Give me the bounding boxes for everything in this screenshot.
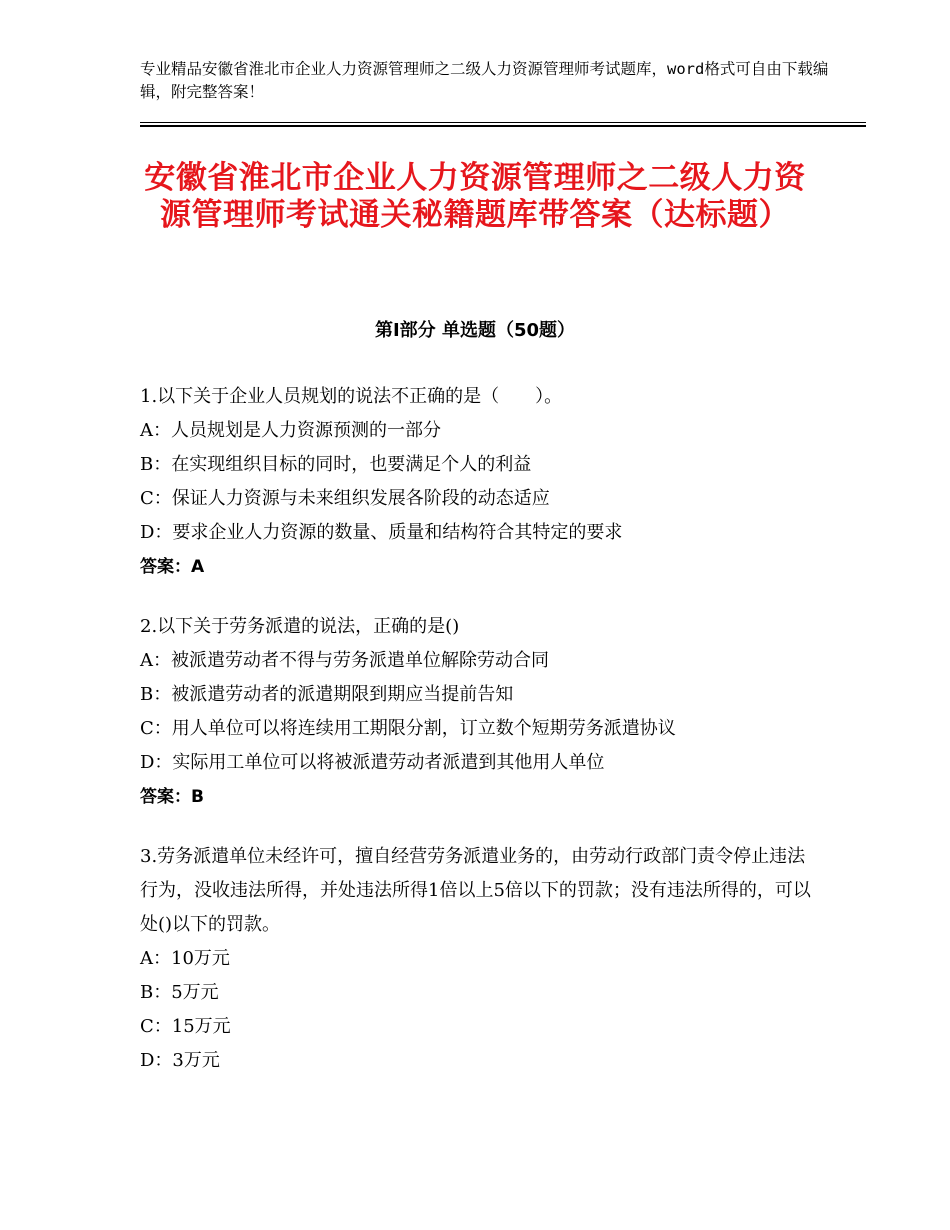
answer: 答案：B: [140, 787, 204, 807]
question-stem: 1.以下关于企业人员规划的说法不正确的是（ ）。: [140, 386, 563, 407]
question-2: [140, 610, 820, 814]
option-d: D：3万元: [140, 1050, 220, 1071]
document-title: 安徽省淮北市企业人力资源管理师之二级人力资源管理师考试通关秘籍题库带答案（达标题）: [144, 160, 806, 233]
option-c: C：保证人力资源与未来组织发展各阶段的动态适应: [140, 488, 550, 509]
option-c: C：用人单位可以将连续用工期限分割，订立数个短期劳务派遣协议: [140, 718, 676, 739]
option-a: A：10万元: [140, 948, 230, 969]
option-b: B：被派遣劳动者的派遣期限到期应当提前告知: [140, 684, 514, 705]
header-divider-top: [140, 122, 866, 123]
question-3: [140, 840, 820, 1078]
question-stem: 2.以下关于劳务派遣的说法，正确的是(): [140, 616, 460, 637]
question-stem: 3.劳务派遣单位未经许可，擅自经营劳务派遣业务的，由劳动行政部门责令停止违法行为，没收违法所得，并处违法所得1倍以上5倍以下的罚款；没有违法所得的，可以处()以下的罚款。: [140, 846, 811, 935]
question-1: [140, 380, 820, 584]
option-d: D：要求企业人力资源的数量、质量和结构符合其特定的要求: [140, 522, 623, 543]
option-a: A：被派遣劳动者不得与劳务派遣单位解除劳动合同: [140, 650, 549, 671]
answer: 答案：A: [140, 557, 205, 577]
section-heading: 第Ⅰ部分 单选题（50题）: [374, 320, 575, 341]
option-a: A：人员规划是人力资源预测的一部分: [140, 420, 441, 441]
question-list: [140, 380, 820, 1104]
header-divider-bottom: [140, 125, 866, 127]
header-note: 专业精品安徽省淮北市企业人力资源管理师之二级人力资源管理师考试题库，word格式可自由下载编辑，附完整答案！: [140, 60, 829, 101]
option-b: B：在实现组织目标的同时，也要满足个人的利益: [140, 454, 532, 475]
option-d: D：实际用工单位可以将被派遣劳动者派遣到其他用人单位: [140, 752, 605, 773]
option-c: C：15万元: [140, 1016, 231, 1037]
option-b: B：5万元: [140, 982, 219, 1003]
